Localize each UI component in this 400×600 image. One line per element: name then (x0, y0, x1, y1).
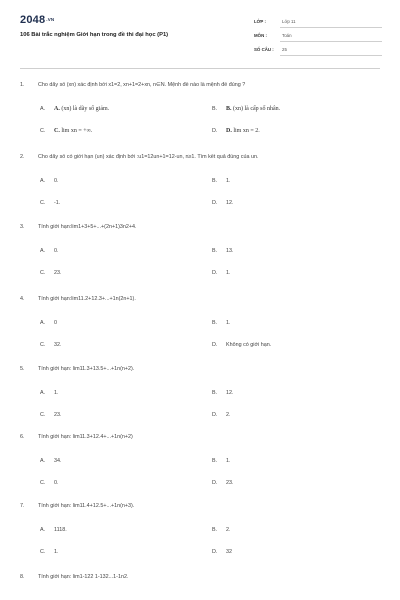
option-letter: D. (212, 549, 218, 555)
question-text: Tính giới hạn: lim11.4+12.5+...+1n(n+3). (38, 503, 135, 509)
option-text: 2. (226, 527, 231, 533)
option-letter: B. (212, 390, 218, 396)
option-letter: C. (40, 480, 46, 486)
question-number: 1. (20, 82, 25, 88)
option-letter: C. (40, 342, 46, 348)
option-letter: B. (212, 106, 218, 112)
option-c[interactable] (40, 270, 62, 276)
option-letter: B. (212, 527, 218, 533)
option-letter: B. (212, 248, 218, 254)
option-letter: B. (212, 320, 218, 326)
option-text: 1. (226, 458, 231, 464)
option-letter: C. (40, 128, 46, 134)
option-letter: A. (40, 527, 46, 533)
option-text: 23. (54, 270, 62, 276)
option-b[interactable] (212, 248, 234, 254)
option-text: 1. (54, 549, 59, 555)
option-letter: D. (212, 270, 218, 276)
meta-subject-label: MÔN : (254, 33, 267, 38)
option-letter: D. (212, 412, 218, 418)
question-4 (20, 296, 380, 372)
question-6 (20, 434, 380, 510)
option-text: 1. (226, 178, 231, 184)
option-text: Không có giới hạn. (226, 342, 272, 348)
exam-header (0, 0, 400, 62)
meta-count-value: 25 (282, 47, 287, 52)
meta-subject (254, 30, 382, 42)
option-b[interactable] (212, 527, 231, 533)
option-letter: D. (212, 480, 218, 486)
question-text: Tính giới hạn:lim11.2+12.3+...+1n(2n+1). (38, 296, 136, 302)
question-text: Tính giới hạn: lim1-122 1-132...1-1n2. (38, 574, 129, 580)
option-letter: A. (40, 320, 46, 326)
option-letter: A. (40, 458, 46, 464)
option-letter: D. (212, 342, 218, 348)
option-text: 23. (226, 480, 234, 486)
option-b[interactable] (212, 390, 234, 396)
option-b[interactable] (212, 320, 231, 326)
option-a[interactable] (40, 248, 59, 254)
meta-underline (280, 41, 382, 42)
question-number: 5. (20, 366, 25, 372)
meta-count-label: SỐ CÂU : (254, 47, 274, 52)
option-text: 0. (54, 480, 59, 486)
meta-underline (280, 55, 382, 56)
option-text: 32. (54, 342, 62, 348)
option-d[interactable] (212, 200, 234, 206)
question-text: Cho dãy số (xn) xác định bởi x1=2, xn+1=2+xn, n∈N. Mệnh đề nào là mệnh đề đúng ? (38, 82, 246, 88)
option-letter: A. (40, 106, 46, 112)
option-text: 1. (54, 390, 59, 396)
meta-class-label: LỚP : (254, 19, 266, 24)
meta-count (254, 44, 382, 56)
option-c[interactable] (40, 480, 59, 486)
question-number: 4. (20, 296, 25, 302)
option-text: 1. (226, 320, 231, 326)
option-letter: C. (40, 549, 46, 555)
option-a[interactable] (40, 458, 62, 464)
question-7 (20, 503, 380, 579)
option-a[interactable] (40, 527, 67, 533)
question-1 (20, 82, 380, 158)
option-a[interactable] (40, 390, 59, 396)
option-d[interactable] (212, 549, 232, 555)
option-letter: D. (212, 200, 218, 206)
option-text: 0. (54, 178, 59, 184)
option-b[interactable] (212, 458, 231, 464)
question-number: 3. (20, 224, 25, 230)
meta-subject-value: Toán (282, 33, 292, 38)
option-d[interactable] (212, 480, 234, 486)
question-number: 8. (20, 574, 25, 580)
option-d[interactable]: D. D. lim xn = 2. (212, 128, 260, 134)
exam-title: 106 Bài trắc nghiệm Giới hạn trong đề thi đại học (P1) (20, 32, 169, 38)
option-text: 23. (54, 412, 62, 418)
option-letter: A. (40, 248, 46, 254)
meta-class-value: Lớp 11 (282, 19, 296, 24)
option-text: 1. (226, 270, 231, 276)
question-number: 6. (20, 434, 25, 440)
header-divider (20, 68, 380, 69)
option-a[interactable] (40, 320, 57, 326)
option-d[interactable] (212, 342, 271, 348)
meta-underline (280, 27, 382, 28)
option-letter: A. (40, 390, 46, 396)
option-letter: C. (40, 270, 46, 276)
option-d[interactable] (212, 270, 231, 276)
site-logo[interactable]: 2048.VN (20, 14, 55, 26)
option-text: 0. (54, 248, 59, 254)
option-text: 12. (226, 200, 234, 206)
question-3 (20, 224, 380, 300)
option-text: 2. (226, 412, 231, 418)
option-text: 0 (54, 320, 57, 326)
option-text: 32 (226, 549, 232, 555)
option-letter: B. (212, 458, 218, 464)
option-letter: A. (40, 178, 46, 184)
option-a[interactable] (40, 178, 59, 184)
option-c[interactable]: C. C. lim xn = +∞. (40, 128, 93, 134)
question-number: 7. (20, 503, 25, 509)
option-text: -1. (54, 200, 61, 206)
option-b[interactable]: B. B. (xn) là cấp số nhân. (212, 106, 281, 112)
question-text: Tính giới hạn: lim11.3+13.5+...+1n(n+2). (38, 366, 135, 372)
option-letter: C. (40, 412, 46, 418)
option-b[interactable] (212, 178, 231, 184)
option-c[interactable] (40, 200, 60, 206)
question-5 (20, 366, 380, 442)
option-c[interactable] (40, 412, 62, 418)
option-text: 13. (226, 248, 234, 254)
option-c[interactable] (40, 342, 62, 348)
question-2 (20, 154, 380, 230)
meta-class (254, 16, 382, 28)
question-number: 2. (20, 154, 25, 160)
question-8 (20, 574, 380, 594)
option-letter: D. (212, 128, 218, 134)
option-c[interactable] (40, 549, 59, 555)
question-text: Tính giới hạn: lim11.3+12.4+...+1n(n+2) (38, 434, 133, 440)
option-a[interactable]: A. A. (xn) là dãy số giảm. (40, 106, 110, 112)
question-text: Cho dãy số có giới hạn (un) xác định bởi :u1=12un+1=12-un, n≥1. Tìm kết quả đúng của un. (38, 154, 259, 160)
option-text: 34. (54, 458, 62, 464)
option-text: 12. (226, 390, 234, 396)
option-d[interactable] (212, 412, 231, 418)
option-letter: B. (212, 178, 218, 184)
question-text: Tính giới hạn:lim1+3+5+...+(2n+1)3n2+4. (38, 224, 137, 230)
option-text: 1118. (54, 527, 67, 533)
option-letter: C. (40, 200, 46, 206)
